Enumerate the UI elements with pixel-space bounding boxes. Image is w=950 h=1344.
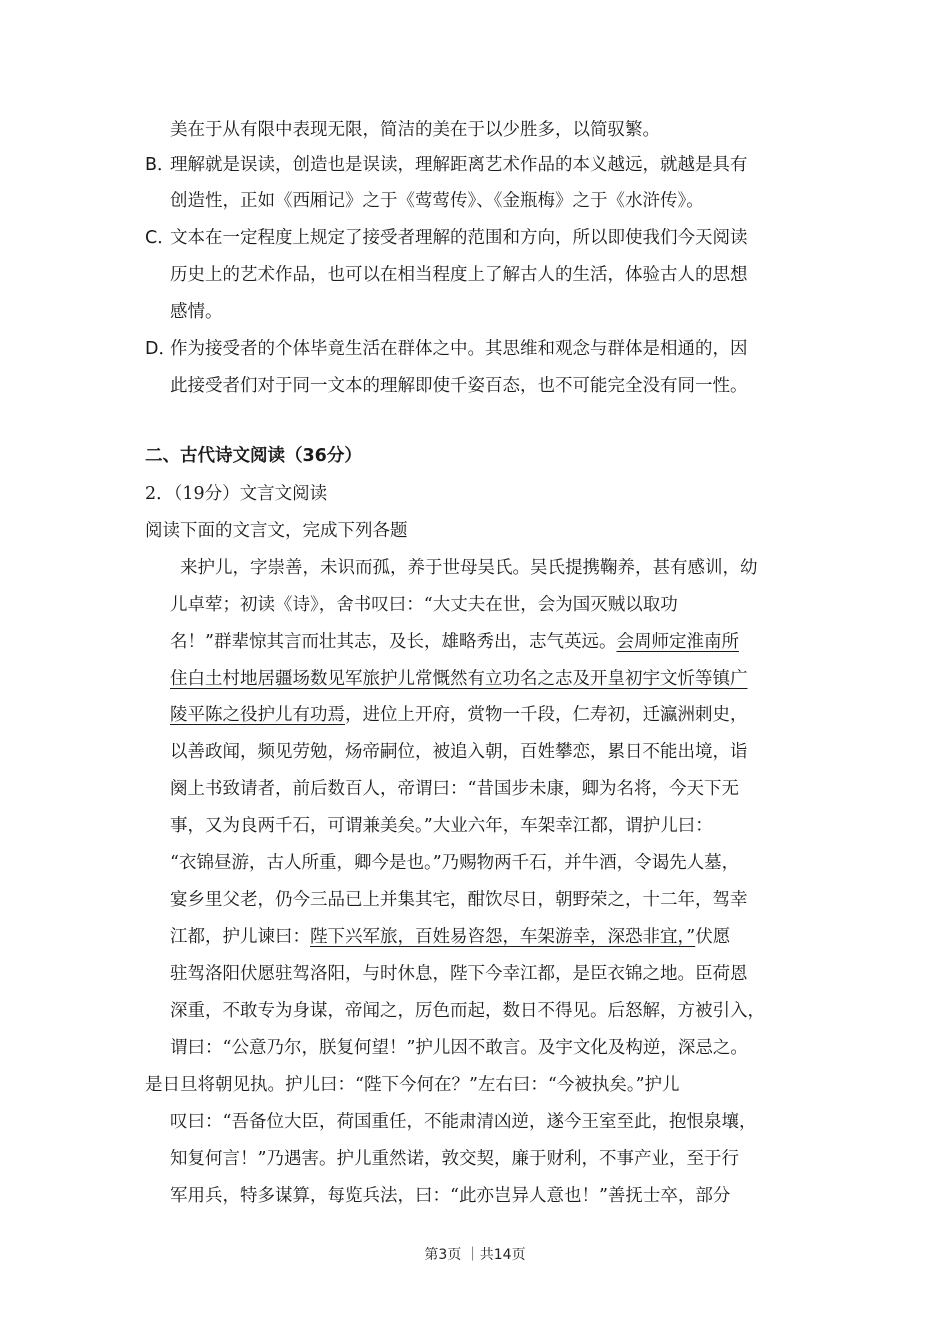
question-header: 2．（19分）文言文阅读 <box>145 484 328 504</box>
underlined-passage: 会周师定淮南所 <box>616 632 739 652</box>
passage-line: 知复何言！”乃遇害。护儿重然诺，敦交契，廉于财利，不事产业，至于行 <box>170 1149 739 1169</box>
passage-line: 儿卓荤；初读《诗》，舍书叹曰：“大丈夫在世，会为国灭贼以取功 <box>170 595 678 615</box>
passage-line: 以善政闻，频见劳勉，炀帝嗣位，被追入朝，百姓攀恋，累日不能出境，诣 <box>170 742 748 762</box>
option-c-label: C． <box>145 228 175 248</box>
passage-line: 谓曰：“公意乃尔，朕复何望！”护儿因不敢言。及宇文化及构逆，深忌之。 <box>170 1038 748 1058</box>
passage-line: 驻驾洛阳伏愿驻驾洛阳，与时休息，陛下今幸江都，是臣衣锦之地。臣荷恩 <box>170 964 748 984</box>
option-d-label: D． <box>145 339 176 359</box>
passage-line: 事，又为良两千石，可谓兼美矣。”大业六年，车架幸江都，谓护儿曰： <box>170 816 713 836</box>
passage-line <box>170 632 739 652</box>
passage-line: 叹曰：“吾备位大臣，荷国重任，不能肃清凶逆，遂今王室至此，抱恨泉壤， <box>170 1112 757 1132</box>
option-d-text-line: 此接受者们对于同一文本的理解即使千姿百态，也不可能完全没有同一性。 <box>170 376 748 396</box>
option-a-text-line: 美在于从有限中表现无限，简洁的美在于以少胜多，以简驭繁。 <box>170 120 660 140</box>
passage-line: 军用兵，特多谋算，每览兵法，曰：“此亦岂异人意也！”善抚士卒，部分 <box>170 1186 731 1206</box>
page-footer: 第3页 ｜共14页 <box>424 1247 526 1263</box>
option-c-text-line: 文本在一定程度上规定了接受者理解的范围和方向，所以即使我们今天阅读 <box>170 228 748 248</box>
passage-text: 江都，护儿谏曰： <box>170 927 310 947</box>
option-d-text-line: 作为接受者的个体毕竟生活在群体之中。其思维和观念与群体是相通的，因 <box>170 339 748 359</box>
option-c-text-line: 感情。 <box>170 302 223 322</box>
passage-line: 阕上书致请者，前后数百人，帝谓曰：“昔国步未康，卿为名将，今天下无 <box>170 779 739 799</box>
underlined-passage: 住白土村地居疆场数见军旅护儿常慨然有立功名之志及开皇初宇文忻等镇广 <box>170 669 748 689</box>
passage-text: ，进位上开府，赏物一千段，仁寿初，迁瀛洲刺史， <box>345 705 748 725</box>
option-c-text-line: 历史上的艺术作品，也可以在相当程度上了解古人的生活，体验古人的思想 <box>170 265 748 285</box>
question-instruction: 阅读下面的文言文，完成下列各题 <box>145 521 408 541</box>
passage-line: 深重，不敢专为身谋，帝闻之，厉色而起，数日不得见。后怒解，方被引入， <box>170 1001 765 1021</box>
passage-text: 伏愿 <box>695 927 731 947</box>
passage-line: 是日旦将朝见执。护儿曰：“陛下今何在？”左右曰：“今被执矣。”护儿 <box>145 1075 680 1095</box>
underlined-passage: 陛下兴军旅，百姓易咨怨，车架游幸，深恐非宜，” <box>310 927 696 947</box>
passage-line: 宴乡里父老，仍今三品已上并集其宅，酣饮尽日，朝野荣之，十二年，驾幸 <box>170 890 748 910</box>
passage-line: 来护儿，字崇善，未识而孤，养于世母吴氏。吴氏提携鞠养，甚有感训，幼 <box>180 558 758 578</box>
option-b-text-line: 创造性，正如《西厢记》之于《莺莺传》、《金瓶梅》之于《水浒传》。 <box>170 191 704 211</box>
section-heading: 二、古代诗文阅读（36分） <box>145 446 362 466</box>
option-b-label: B． <box>145 155 175 175</box>
underlined-passage: 陵平陈之役护儿有功焉 <box>170 705 345 725</box>
passage-text: 名！”群辈惊其言而壮其志，及长，雄略秀出，志气英远。 <box>170 632 617 652</box>
passage-line <box>170 927 730 947</box>
option-b-text-line: 理解就是误读，创造也是误读，理解距离艺术作品的本义越远，就越是具有 <box>170 155 748 175</box>
passage-line: “衣锦昼游，古人所重，卿今是也。”乃赐物两千石，并牛酒，令谒先人墓， <box>170 853 740 873</box>
passage-line <box>170 705 748 725</box>
